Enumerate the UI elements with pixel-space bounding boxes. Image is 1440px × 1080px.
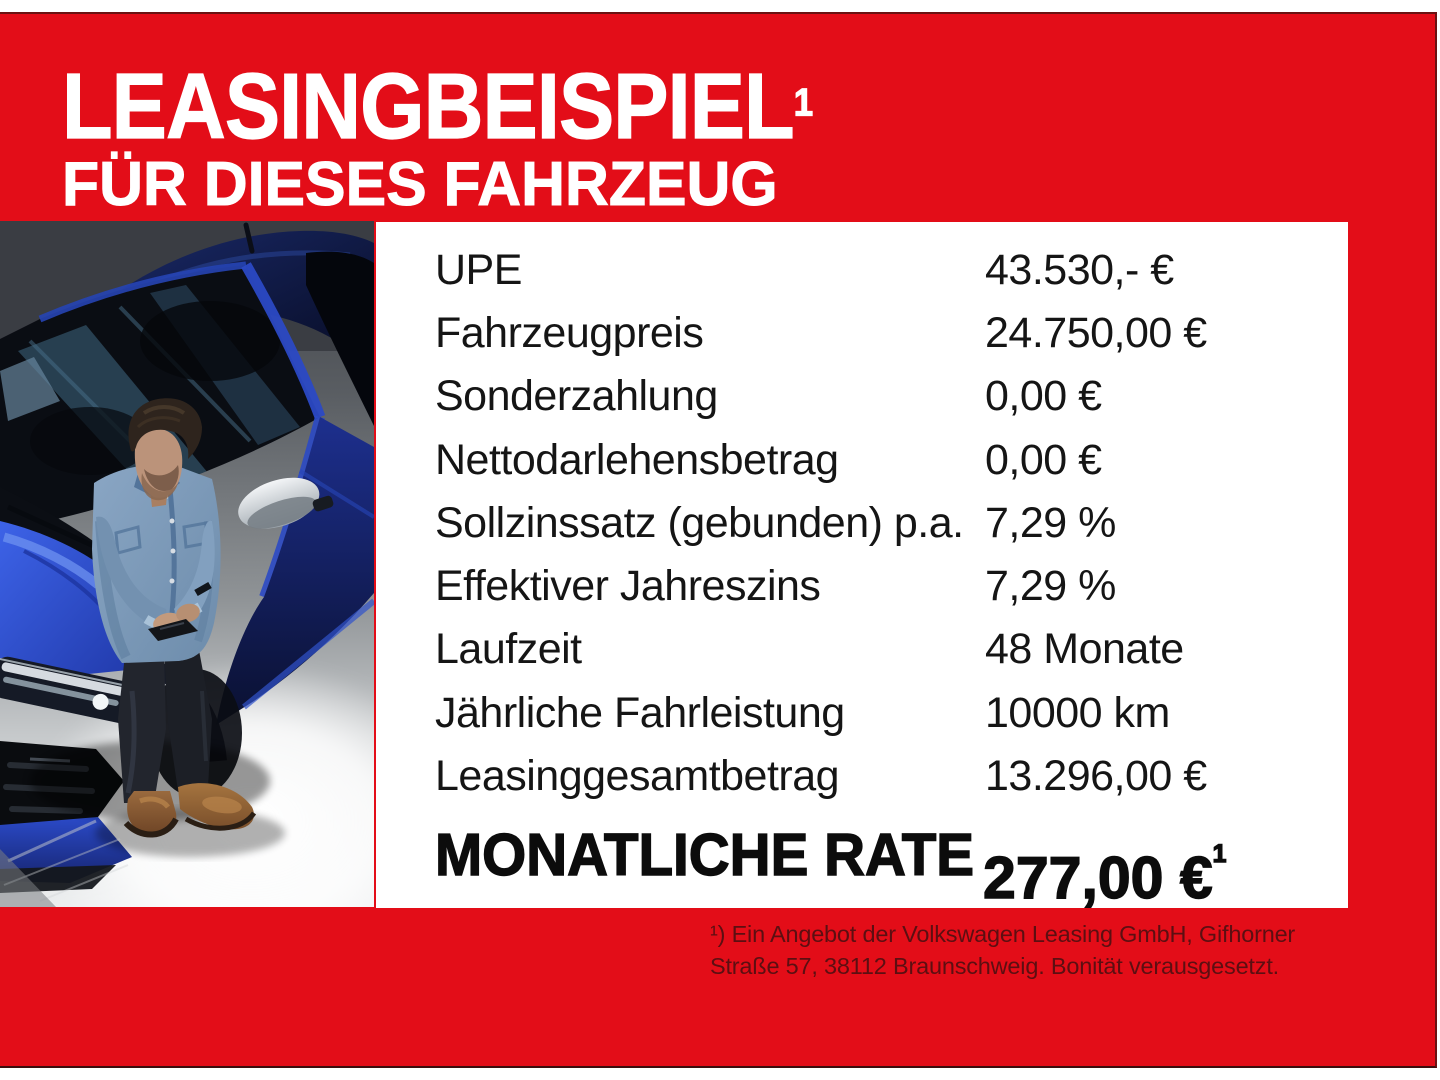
row-label: Effektiver Jahreszins: [435, 562, 821, 610]
row-value: 0,00 €: [985, 436, 1102, 484]
row-value: 7,29 %: [985, 562, 1116, 610]
page-subtitle: FÜR DIESES FAHRZEUG: [62, 150, 778, 219]
row-label: UPE: [435, 246, 522, 294]
page-title: [62, 54, 813, 158]
vehicle-photo: [0, 221, 374, 907]
table-row: [376, 438, 1348, 482]
monthly-rate-row: [376, 822, 1348, 911]
table-row: [376, 311, 1348, 355]
table-row: [376, 691, 1348, 735]
row-value: 24.750,00 €: [985, 309, 1207, 357]
table-row: [376, 374, 1348, 418]
offer-panel: [376, 222, 1348, 911]
footnote: [710, 918, 1295, 982]
footnote-line: ¹) Ein Angebot der Volkswagen Leasing GmbH, Gifhorner: [710, 921, 1296, 947]
footnote-line: Straße 57, 38112 Braunschweig. Bonität verausgesetzt.: [710, 953, 1279, 979]
row-label: Leasinggesamtbetrag: [435, 752, 840, 800]
row-value: 0,00 €: [985, 372, 1102, 420]
rate-footnote-marker: 1: [1212, 841, 1227, 868]
page-title-text: LEASINGBEISPIEL: [62, 54, 794, 158]
table-row: [376, 248, 1348, 292]
row-value: 43.530,- €: [985, 246, 1174, 294]
row-value: 13.296,00 €: [985, 752, 1207, 800]
title-footnote-marker: 1: [793, 81, 813, 125]
row-label: Laufzeit: [435, 625, 582, 673]
table-row: [376, 754, 1348, 798]
row-label: Sonderzahlung: [435, 372, 718, 420]
table-row: [376, 627, 1348, 671]
monthly-rate-value: [983, 824, 1226, 909]
monthly-rate-amount: 277,00 €: [983, 844, 1213, 911]
vehicle-photo-art: [0, 221, 374, 907]
table-row: [376, 501, 1348, 545]
table-row: [376, 564, 1348, 608]
row-value: 7,29 %: [985, 499, 1116, 547]
row-label: Nettodarlehensbetrag: [435, 436, 839, 484]
row-value: 10000 km: [985, 689, 1170, 737]
red-canvas: [0, 12, 1437, 1068]
monthly-rate-label: MONATLICHE RATE: [435, 822, 975, 888]
row-label: Jährliche Fahrleistung: [435, 689, 845, 737]
row-value: 48 Monate: [985, 625, 1184, 673]
row-label: Fahrzeugpreis: [435, 309, 704, 357]
row-label: Sollzinssatz (gebunden) p.a.: [435, 499, 964, 547]
